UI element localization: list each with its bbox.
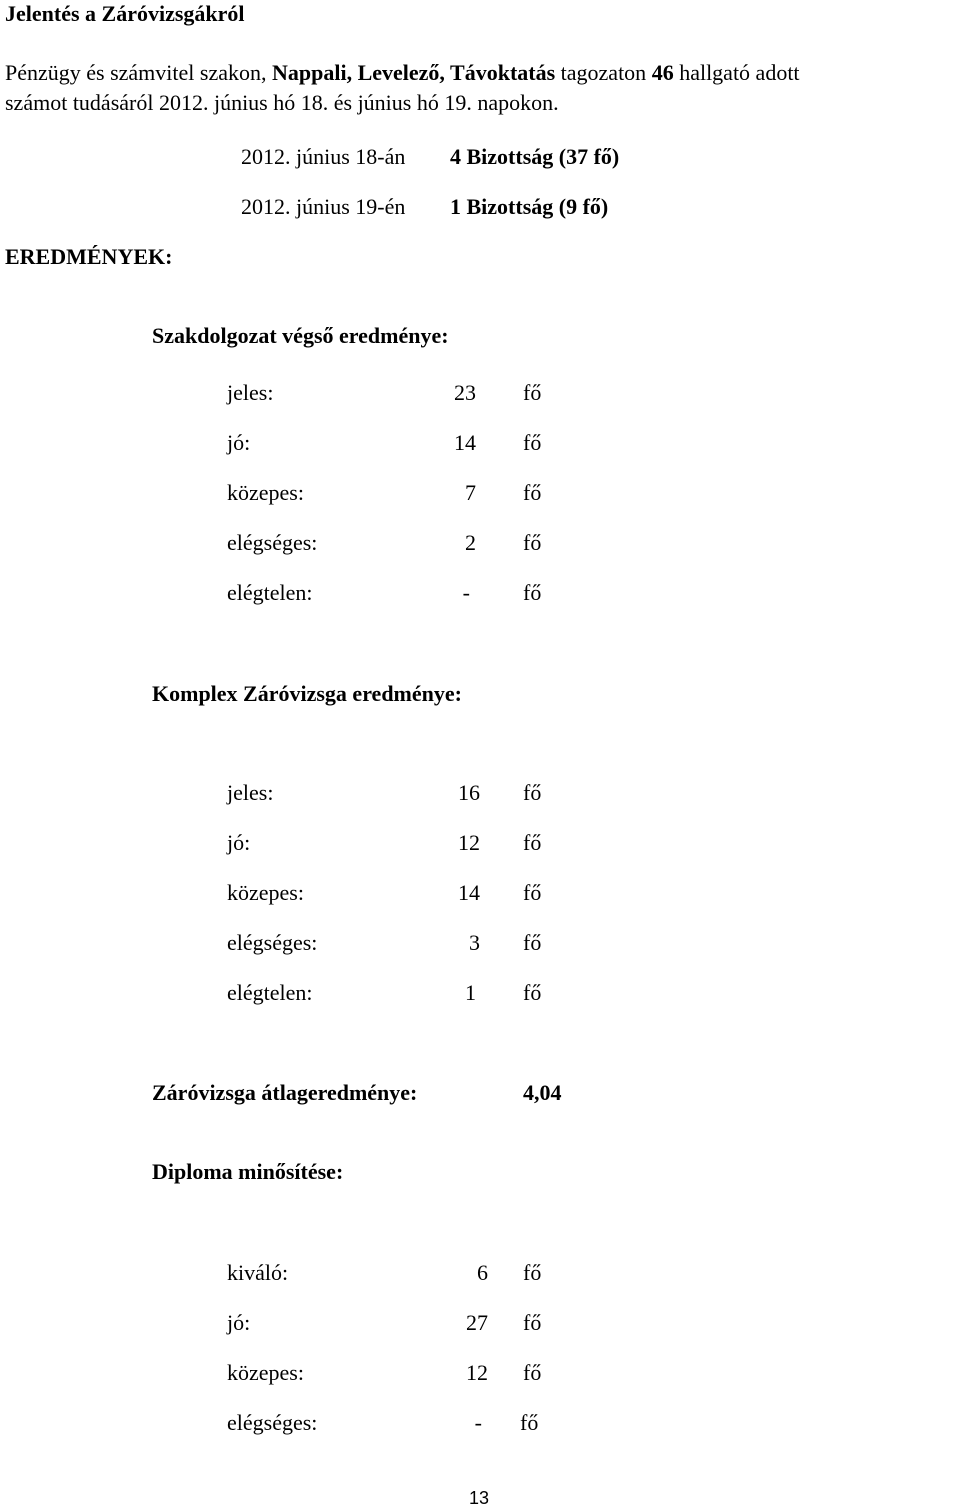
complex-unit: fő <box>523 980 542 1005</box>
intro-part2: tagozaton <box>560 60 647 85</box>
average-label: Záróvizsga átlageredménye: <box>152 1080 418 1105</box>
thesis-unit: fő <box>523 380 542 405</box>
average-value: 4,04 <box>523 1080 562 1105</box>
complex-value: 16 <box>458 780 480 805</box>
diploma-value: 27 <box>466 1310 488 1335</box>
intro-part1: Pénzügy és számvitel szakon, <box>5 60 267 85</box>
complex-unit: fő <box>523 830 542 855</box>
intro-modes: Nappali, Levelező, Távoktatás <box>272 60 556 85</box>
session-committee-1: 4 Bizottság (37 fő) <box>450 144 620 169</box>
thesis-unit: fő <box>523 580 542 605</box>
diploma-label: jó: <box>227 1310 251 1335</box>
diploma-label: kiváló: <box>227 1260 289 1285</box>
session-committee-2: 1 Bizottság (9 fő) <box>450 194 609 219</box>
complex-label: jeles: <box>227 780 274 805</box>
diploma-unit: fő <box>523 1360 542 1385</box>
intro-part3: hallgató adott <box>679 60 800 85</box>
results-heading: EREDMÉNYEK: <box>5 244 173 269</box>
thesis-label: jó: <box>227 430 251 455</box>
complex-unit: fő <box>523 780 542 805</box>
complex-unit: fő <box>523 930 542 955</box>
thesis-heading: Szakdolgozat végső eredménye: <box>152 323 449 348</box>
complex-value: 12 <box>458 830 480 855</box>
thesis-value: 2 <box>465 530 476 555</box>
diploma-label: közepes: <box>227 1360 304 1385</box>
diploma-heading: Diploma minősítése: <box>152 1159 344 1184</box>
complex-label: közepes: <box>227 880 304 905</box>
complex-unit: fő <box>523 880 542 905</box>
thesis-value: 14 <box>454 430 476 455</box>
thesis-label: közepes: <box>227 480 304 505</box>
thesis-unit: fő <box>523 480 542 505</box>
complex-label: elégséges: <box>227 930 318 955</box>
intro-count: 46 <box>651 60 674 85</box>
diploma-unit: fő <box>520 1410 539 1435</box>
diploma-value: 12 <box>466 1360 488 1385</box>
session-date-1: 2012. június 18-án <box>241 144 406 169</box>
thesis-value: 23 <box>454 380 476 405</box>
thesis-unit: fő <box>523 530 542 555</box>
diploma-value: 6 <box>477 1260 488 1285</box>
intro-line2: számot tudásáról 2012. június hó 18. és június hó 19. napokon. <box>5 90 559 115</box>
thesis-value: - <box>462 580 470 605</box>
intro-paragraph <box>5 58 957 118</box>
complex-value: 3 <box>469 930 480 955</box>
thesis-label: elégséges: <box>227 530 318 555</box>
diploma-value: - <box>474 1410 482 1435</box>
complex-value: 1 <box>465 980 476 1005</box>
diploma-unit: fő <box>523 1260 542 1285</box>
page-number: 13 <box>469 1488 490 1508</box>
complex-value: 14 <box>458 880 480 905</box>
page-title: Jelentés a Záróvizsgákról <box>5 1 245 26</box>
complex-label: jó: <box>227 830 251 855</box>
complex-heading: Komplex Záróvizsga eredménye: <box>152 681 462 706</box>
thesis-unit: fő <box>523 430 542 455</box>
diploma-label: elégséges: <box>227 1410 318 1435</box>
diploma-unit: fő <box>523 1310 542 1335</box>
thesis-value: 7 <box>465 480 476 505</box>
session-date-2: 2012. június 19-én <box>241 194 406 219</box>
thesis-label: jeles: <box>227 380 274 405</box>
thesis-label: elégtelen: <box>227 580 313 605</box>
complex-label: elégtelen: <box>227 980 313 1005</box>
